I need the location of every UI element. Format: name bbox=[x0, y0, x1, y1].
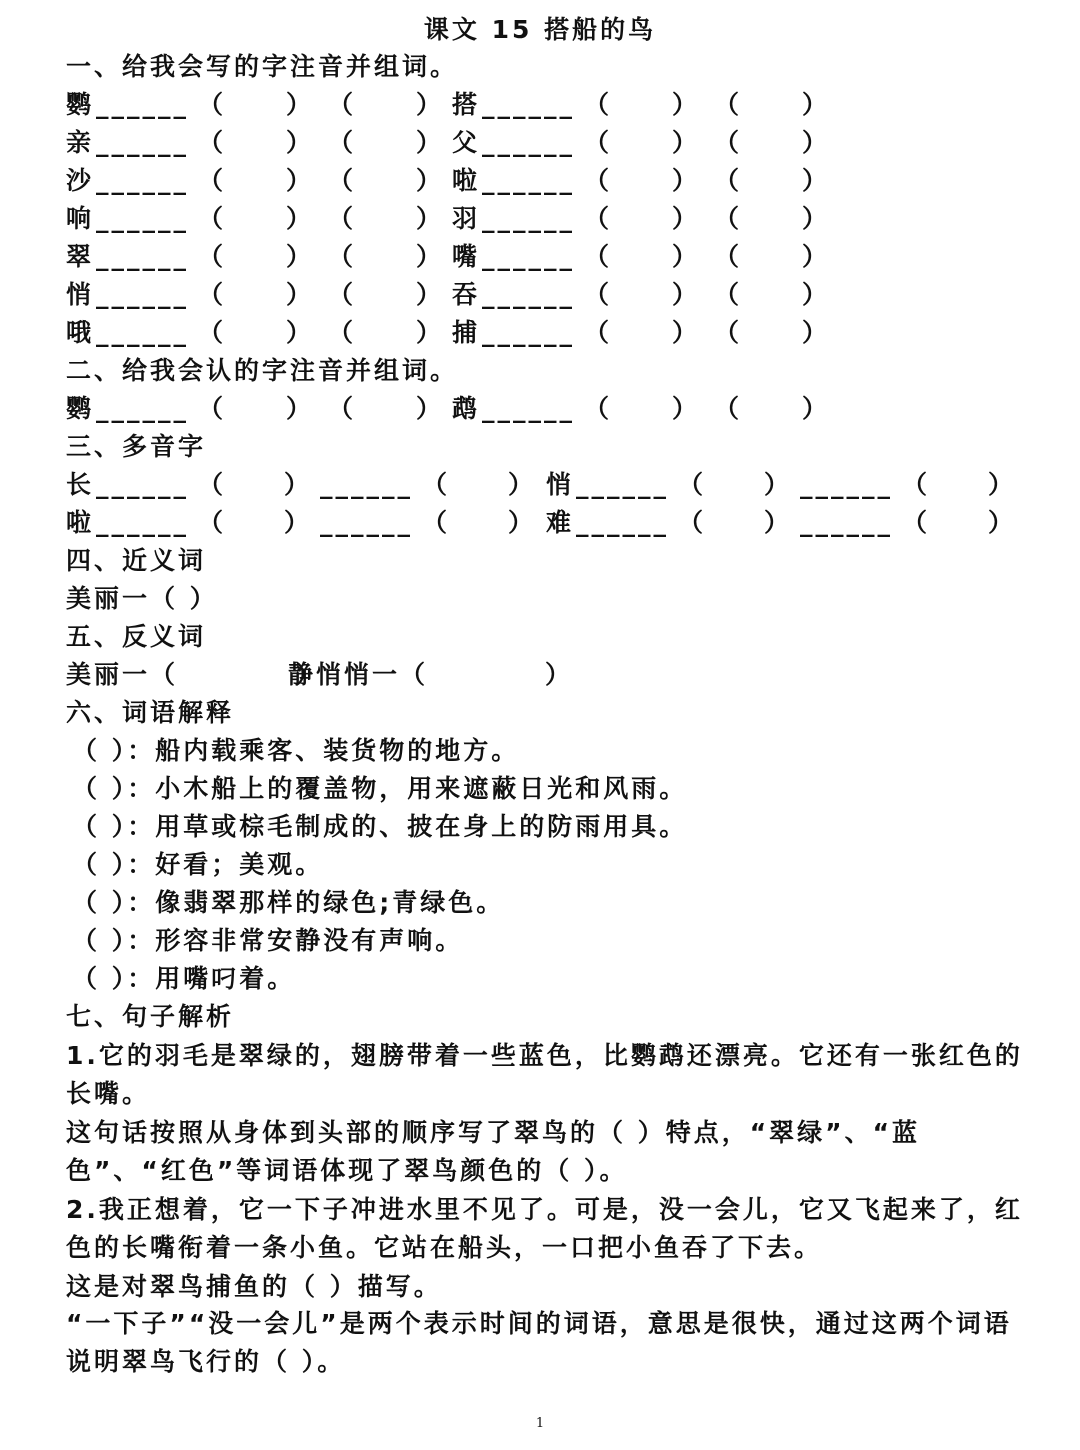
close-paren: ） bbox=[286, 128, 315, 157]
pinyin-blank: ______ bbox=[320, 508, 413, 537]
char-cell: 吞 bbox=[452, 280, 481, 309]
close-paren: ） bbox=[764, 508, 793, 537]
pinyin-blank: ______ bbox=[96, 508, 189, 537]
close-paren: ） bbox=[286, 90, 315, 119]
synonym-item: 美丽一（ ） bbox=[66, 584, 218, 613]
close-paren: ） bbox=[802, 280, 831, 309]
pinyin-blank: ______ bbox=[576, 508, 669, 537]
open-paren: （ bbox=[584, 128, 613, 157]
definition-item: （ ）：好看；美观。 bbox=[72, 850, 324, 879]
open-paren: （ bbox=[328, 204, 357, 233]
char-cell: 长 bbox=[66, 470, 95, 499]
section-7-heading: 七、句子解析 bbox=[66, 1002, 235, 1031]
open-paren: （ bbox=[714, 280, 743, 309]
pinyin-blank: ______ bbox=[96, 470, 189, 499]
close-paren: ） bbox=[802, 166, 831, 195]
char-cell: 鹦 bbox=[66, 394, 95, 423]
open-paren: （ bbox=[678, 470, 707, 499]
open-paren: （ bbox=[328, 394, 357, 423]
close-paren: ） bbox=[284, 470, 313, 499]
close-paren: ） bbox=[672, 128, 701, 157]
char-cell: 搭 bbox=[452, 90, 481, 119]
page-number: 1 bbox=[535, 1416, 545, 1431]
open-paren: （ bbox=[198, 204, 227, 233]
pinyin-blank: ______ bbox=[800, 470, 893, 499]
antonym-item: 静悄悄一（ ） bbox=[288, 660, 574, 689]
section-2-heading: 二、给我会认的字注音并组词。 bbox=[66, 356, 459, 385]
open-paren: （ bbox=[422, 470, 451, 499]
close-paren: ） bbox=[508, 508, 537, 537]
close-paren: ） bbox=[672, 242, 701, 271]
open-paren: （ bbox=[584, 242, 613, 271]
close-paren: ） bbox=[802, 204, 831, 233]
pinyin-blank: ______ bbox=[96, 166, 189, 195]
open-paren: （ bbox=[328, 242, 357, 271]
open-paren: （ bbox=[714, 128, 743, 157]
open-paren: （ bbox=[328, 166, 357, 195]
open-paren: （ bbox=[328, 318, 357, 347]
close-paren: ） bbox=[416, 128, 445, 157]
pinyin-blank: ______ bbox=[96, 318, 189, 347]
close-paren: ） bbox=[284, 508, 313, 537]
open-paren: （ bbox=[584, 394, 613, 423]
section-4-heading: 四、近义词 bbox=[66, 546, 207, 575]
close-paren: ） bbox=[802, 128, 831, 157]
open-paren: （ bbox=[198, 90, 227, 119]
char-cell: 难 bbox=[546, 508, 575, 537]
question-2-task-1: 这是对翠鸟捕鱼的（ ）描写。 bbox=[66, 1272, 442, 1301]
close-paren: ） bbox=[802, 318, 831, 347]
close-paren: ） bbox=[672, 280, 701, 309]
open-paren: （ bbox=[422, 508, 451, 537]
open-paren: （ bbox=[198, 280, 227, 309]
pinyin-blank: ______ bbox=[482, 128, 575, 157]
pinyin-blank: ______ bbox=[482, 318, 575, 347]
open-paren: （ bbox=[198, 128, 227, 157]
open-paren: （ bbox=[328, 280, 357, 309]
section-6-heading: 六、词语解释 bbox=[66, 698, 235, 727]
open-paren: （ bbox=[328, 128, 357, 157]
close-paren: ） bbox=[672, 394, 701, 423]
char-cell: 悄 bbox=[546, 470, 575, 499]
pinyin-blank: ______ bbox=[482, 394, 575, 423]
char-cell: 鹦 bbox=[66, 90, 95, 119]
char-cell: 响 bbox=[66, 204, 95, 233]
question-1-task: 这句话按照从身体到头部的顺序写了翠鸟的（ ）特点，“翠绿”、“蓝色”、“红色”等词语体现了翠鸟颜色的（ ）。 bbox=[66, 1118, 920, 1185]
pinyin-blank: ______ bbox=[96, 90, 189, 119]
open-paren: （ bbox=[198, 242, 227, 271]
open-paren: （ bbox=[584, 318, 613, 347]
close-paren: ） bbox=[286, 280, 315, 309]
char-cell: 父 bbox=[452, 128, 481, 157]
open-paren: （ bbox=[584, 280, 613, 309]
close-paren: ） bbox=[672, 318, 701, 347]
close-paren: ） bbox=[416, 90, 445, 119]
close-paren: ） bbox=[672, 90, 701, 119]
antonym-item: 美丽一（ ） bbox=[66, 660, 324, 689]
char-cell: 翠 bbox=[66, 242, 95, 271]
definition-item: （ ）：用嘴叼着。 bbox=[72, 964, 296, 993]
open-paren: （ bbox=[198, 508, 227, 537]
close-paren: ） bbox=[416, 166, 445, 195]
definition-item: （ ）：用草或棕毛制成的、披在身上的防雨用具。 bbox=[72, 812, 688, 841]
pinyin-blank: ______ bbox=[482, 166, 575, 195]
open-paren: （ bbox=[584, 204, 613, 233]
question-2-task-2: “一下子”“没一会儿”是两个表示时间的词语，意思是很快，通过这两个词语说明翠鸟飞行的（ ）。 bbox=[66, 1309, 1012, 1376]
open-paren: （ bbox=[198, 166, 227, 195]
close-paren: ） bbox=[802, 394, 831, 423]
close-paren: ） bbox=[802, 242, 831, 271]
close-paren: ） bbox=[416, 204, 445, 233]
pinyin-blank: ______ bbox=[576, 470, 669, 499]
char-cell: 啦 bbox=[66, 508, 95, 537]
open-paren: （ bbox=[714, 242, 743, 271]
pinyin-blank: ______ bbox=[320, 470, 413, 499]
open-paren: （ bbox=[714, 204, 743, 233]
char-cell: 鹉 bbox=[452, 394, 481, 423]
pinyin-blank: ______ bbox=[96, 394, 189, 423]
open-paren: （ bbox=[198, 470, 227, 499]
char-cell: 沙 bbox=[66, 166, 95, 195]
question-1-text: 1.它的羽毛是翠绿的，翅膀带着一些蓝色，比鹦鹉还漂亮。它还有一张红色的长嘴。 bbox=[66, 1041, 1023, 1108]
close-paren: ） bbox=[988, 470, 1017, 499]
pinyin-blank: ______ bbox=[482, 280, 575, 309]
pinyin-blank: ______ bbox=[96, 128, 189, 157]
char-cell: 悄 bbox=[66, 280, 95, 309]
close-paren: ） bbox=[802, 90, 831, 119]
char-cell: 啦 bbox=[452, 166, 481, 195]
definition-item: （ ）：形容非常安静没有声响。 bbox=[72, 926, 464, 955]
pinyin-blank: ______ bbox=[482, 204, 575, 233]
close-paren: ） bbox=[286, 242, 315, 271]
close-paren: ） bbox=[672, 166, 701, 195]
char-cell: 捕 bbox=[452, 318, 481, 347]
open-paren: （ bbox=[714, 318, 743, 347]
open-paren: （ bbox=[198, 318, 227, 347]
definition-item: （ ）：像翡翠那样的绿色;青绿色。 bbox=[72, 888, 505, 917]
close-paren: ） bbox=[286, 204, 315, 233]
char-cell: 羽 bbox=[452, 204, 481, 233]
close-paren: ） bbox=[286, 394, 315, 423]
close-paren: ） bbox=[416, 280, 445, 309]
close-paren: ） bbox=[672, 204, 701, 233]
definition-item: （ ）：小木船上的覆盖物，用来遮蔽日光和风雨。 bbox=[72, 774, 688, 803]
definition-item: （ ）：船内载乘客、装货物的地方。 bbox=[72, 736, 520, 765]
pinyin-blank: ______ bbox=[96, 204, 189, 233]
section-5-heading: 五、反义词 bbox=[66, 622, 207, 651]
pinyin-blank: ______ bbox=[482, 90, 575, 119]
pinyin-blank: ______ bbox=[96, 280, 189, 309]
open-paren: （ bbox=[902, 470, 931, 499]
close-paren: ） bbox=[988, 508, 1017, 537]
open-paren: （ bbox=[198, 394, 227, 423]
open-paren: （ bbox=[678, 508, 707, 537]
close-paren: ） bbox=[286, 318, 315, 347]
page-title: 课文 15 搭船的鸟 bbox=[423, 15, 657, 44]
question-2-text: 2.我正想着，它一下子冲进水里不见了。可是，没一会儿，它又飞起来了，红色的长嘴衔着一条小鱼。它站在船头，一口把小鱼吞了下去。 bbox=[66, 1195, 1023, 1262]
open-paren: （ bbox=[328, 90, 357, 119]
pinyin-blank: ______ bbox=[482, 242, 575, 271]
pinyin-blank: ______ bbox=[800, 508, 893, 537]
open-paren: （ bbox=[584, 90, 613, 119]
close-paren: ） bbox=[416, 242, 445, 271]
open-paren: （ bbox=[714, 90, 743, 119]
char-cell: 哦 bbox=[66, 318, 95, 347]
close-paren: ） bbox=[508, 470, 537, 499]
section-1-heading: 一、给我会写的字注音并组词。 bbox=[66, 52, 459, 81]
section-3-heading: 三、多音字 bbox=[66, 432, 207, 461]
close-paren: ） bbox=[416, 394, 445, 423]
open-paren: （ bbox=[902, 508, 931, 537]
close-paren: ） bbox=[286, 166, 315, 195]
open-paren: （ bbox=[714, 394, 743, 423]
close-paren: ） bbox=[416, 318, 445, 347]
open-paren: （ bbox=[584, 166, 613, 195]
close-paren: ） bbox=[764, 470, 793, 499]
char-cell: 嘴 bbox=[452, 242, 481, 271]
pinyin-blank: ______ bbox=[96, 242, 189, 271]
char-cell: 亲 bbox=[66, 128, 95, 157]
open-paren: （ bbox=[714, 166, 743, 195]
